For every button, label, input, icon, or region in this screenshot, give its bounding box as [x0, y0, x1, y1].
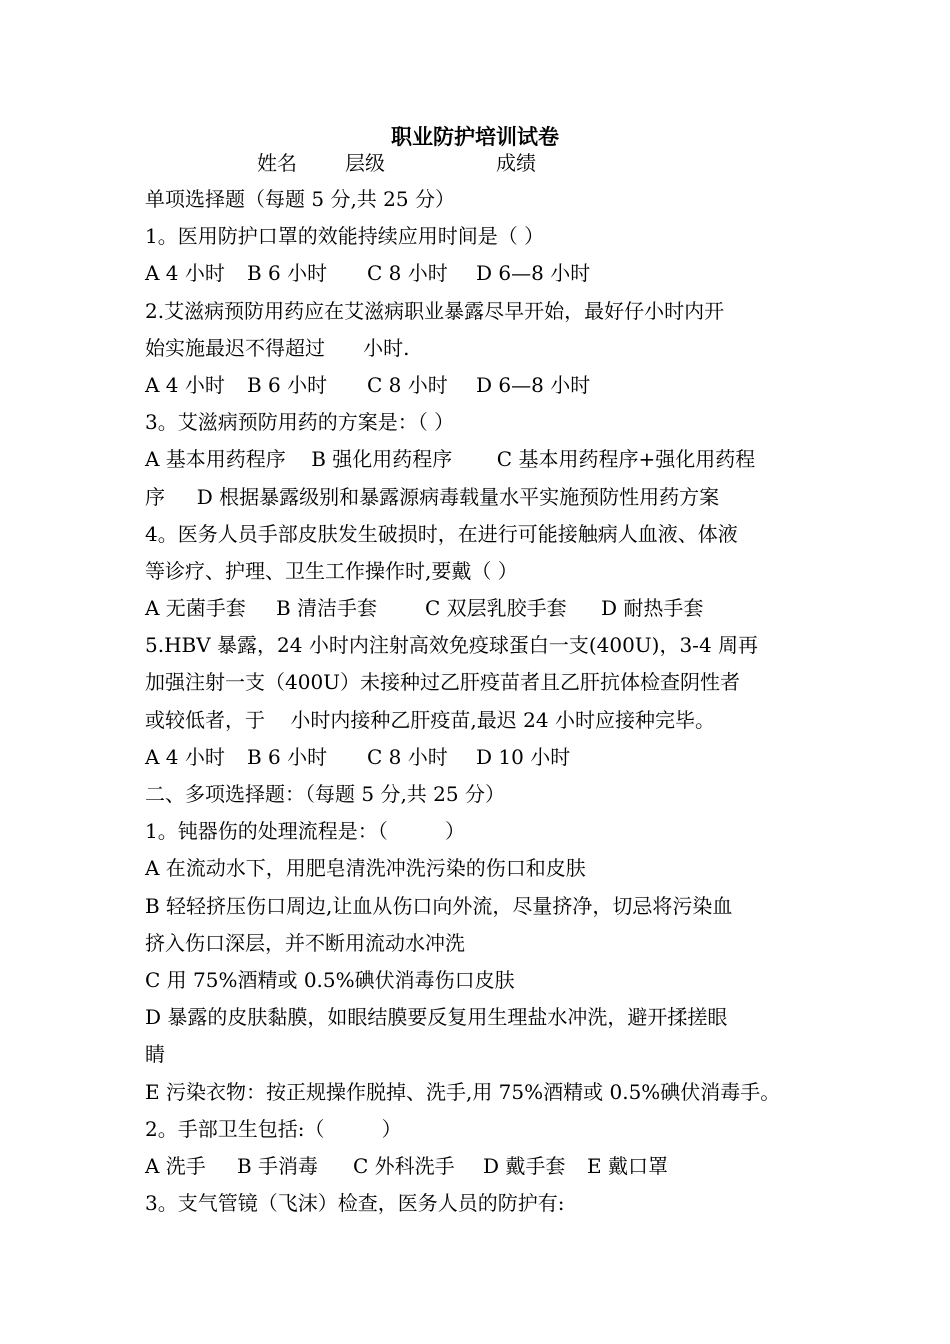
multi-question-1-option-d-line-2: 睛	[145, 1042, 165, 1067]
question-3-options-line-2: 序 D 根据暴露级别和暴露源病毒载量水平实施预防性用药方案	[145, 484, 720, 509]
option-d: D 耐热手套	[601, 596, 704, 621]
multi-question-2-options	[145, 1148, 815, 1185]
question-1-options	[145, 255, 815, 292]
option-c: C 8 小时	[367, 372, 448, 397]
option-c: C 外科洗手	[353, 1153, 455, 1178]
option-e: E 戴口罩	[587, 1153, 668, 1178]
question-5-options	[145, 739, 815, 776]
option-d: D 6—8 小时	[476, 261, 591, 286]
student-info-row	[0, 148, 950, 178]
multi-question-1-option-b-line-1: B 轻轻挤压伤口周边,让血从伤口向外流，尽量挤净，切忌将污染血	[145, 893, 733, 918]
name-label: 姓名	[257, 151, 297, 175]
section-header-multiple-choice: 二、多项选择题：（每题 5 分,共 25 分）	[145, 782, 505, 806]
option-a: A 无菌手套	[145, 596, 246, 621]
multi-question-1-option-d-line-1: D 暴露的皮肤黏膜，如眼结膜要反复用生理盐水冲洗，避开揉搓眼	[145, 1005, 728, 1030]
option-d: D 戴手套	[483, 1153, 566, 1178]
question-4-line-2: 等诊疗、护理、卫生工作操作时,要戴（ ）	[145, 558, 518, 583]
option-b: B 6 小时	[247, 261, 328, 286]
multi-question-1-option-a: A 在流动水下，用肥皂清洗冲洗污染的伤口和皮肤	[145, 856, 586, 881]
option-a: A 洗手	[145, 1153, 206, 1178]
option-a: A 4 小时	[145, 261, 225, 286]
multi-question-1-option-c: C 用 75%酒精或 0.5%碘伏消毒伤口皮肤	[145, 967, 515, 992]
question-4-options	[145, 590, 815, 627]
question-1: 1。医用防护口罩的效能持续应用时间是（ ）	[145, 224, 545, 249]
multi-question-2: 2。手部卫生包括:（ ）	[145, 1116, 402, 1141]
level-label: 层级	[345, 151, 385, 175]
question-5-line-1: 5.HBV 暴露，24 小时内注射高效免疫球蛋白一支(400U)，3-4 周再	[145, 633, 759, 658]
option-c: C 8 小时	[367, 744, 448, 769]
score-label: 成绩	[496, 151, 536, 175]
option-b: B 手消毒	[237, 1153, 319, 1178]
option-d: D 10 小时	[476, 744, 571, 769]
question-2-line-1: 2.艾滋病预防用药应在艾滋病职业暴露尽早开始，最好仔小时内开	[145, 298, 725, 323]
multi-question-1-option-e: E 污染衣物：按正规操作脱掉、洗手,用 75%酒精或 0.5%碘伏消毒手。	[145, 1079, 781, 1104]
page-title: 职业防护培训试卷	[391, 124, 559, 149]
question-5-line-2: 加强注射一支（400U）未接种过乙肝疫苗者且乙肝抗体检查阴性者	[145, 670, 741, 695]
question-5-line-3: 或较低者，于 小时内接种乙肝疫苗,最迟 24 小时应接种完毕。	[145, 707, 715, 732]
option-a: A 4 小时	[145, 744, 225, 769]
option-d: D 6—8 小时	[476, 372, 591, 397]
multi-question-1-option-b-line-2: 挤入伤口深层，并不断用流动水冲洗	[145, 930, 465, 955]
question-4-line-1: 4。医务人员手部皮肤发生破损时，在进行可能接触病人血液、体液	[145, 521, 738, 546]
option-b: B 6 小时	[247, 744, 328, 769]
question-2-options	[145, 367, 815, 404]
question-3-options-line-1: A 基本用药程序 B 强化用药程序 C 基本用药程序+强化用药程	[145, 447, 756, 472]
question-2-line-2: 始实施最迟不得超过 小时.	[145, 335, 410, 360]
question-3: 3。艾滋病预防用药的方案是：（ ）	[145, 410, 455, 435]
option-b: B 清洁手套	[276, 596, 378, 621]
multi-question-1: 1。钝器伤的处理流程是：（ ）	[145, 819, 465, 844]
option-a: A 4 小时	[145, 372, 225, 397]
exam-content	[145, 181, 815, 1222]
option-c: C 8 小时	[367, 261, 448, 286]
section-header-single-choice: 单项选择题（每题 5 分,共 25 分）	[145, 187, 455, 211]
option-c: C 双层乳胶手套	[425, 596, 567, 621]
multi-question-3: 3。支气管镜（飞沫）检查，医务人员的防护有:	[145, 1191, 565, 1216]
option-b: B 6 小时	[247, 372, 328, 397]
